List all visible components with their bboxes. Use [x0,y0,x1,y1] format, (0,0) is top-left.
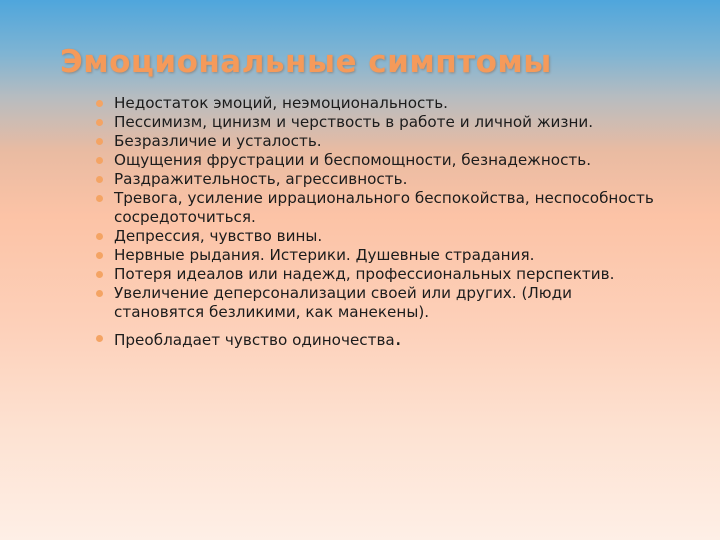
bullet-icon [96,157,103,164]
list-item [96,132,656,151]
list-item-text: Пессимизм, цинизм и черствость в работе и личной жизни. [114,113,594,131]
list-item-text: Потеря идеалов или надежд, профессиональных перспектив. [114,265,615,283]
list-item [96,326,656,351]
list-item-text: Недостаток эмоций, неэмоциональность. [114,94,448,112]
bullet-icon [96,138,103,145]
list-item [96,246,656,265]
list-item-text: Преобладает чувство одиночества [114,331,395,349]
list-item [96,113,656,132]
bullet-icon [96,176,103,183]
bullet-icon [96,290,103,297]
bullet-icon [96,335,103,342]
list-item [96,227,656,246]
bullet-icon [96,195,103,202]
list-item [96,284,656,322]
list-item-text: Раздражительность, агрессивность. [114,170,408,188]
list-item [96,265,656,284]
list-item-text: Безразличие и усталость. [114,132,322,150]
slide-title: Эмоциональные симптомы [60,44,552,80]
bullet-icon [96,271,103,278]
list-item [96,170,656,189]
bullet-icon [96,233,103,240]
list-item-period: . [394,326,402,351]
list-item [96,94,656,113]
list-item [96,151,656,170]
bullet-icon [96,252,103,259]
list-item-text: Депрессия, чувство вины. [114,227,323,245]
list-item-text: Тревога, усиление иррационального беспокойства, неспособность сосредоточиться. [114,189,654,226]
list-item-text: Увеличение деперсонализации своей или других. (Люди становятся безликими, как манекены). [114,284,572,321]
list-item-text: Нервные рыдания. Истерики. Душевные страдания. [114,246,535,264]
symptom-list [96,94,656,350]
bullet-icon [96,119,103,126]
list-item [96,189,656,227]
list-item-text: Ощущения фрустрации и беспомощности, безнадежность. [114,151,592,169]
bullet-icon [96,100,103,107]
